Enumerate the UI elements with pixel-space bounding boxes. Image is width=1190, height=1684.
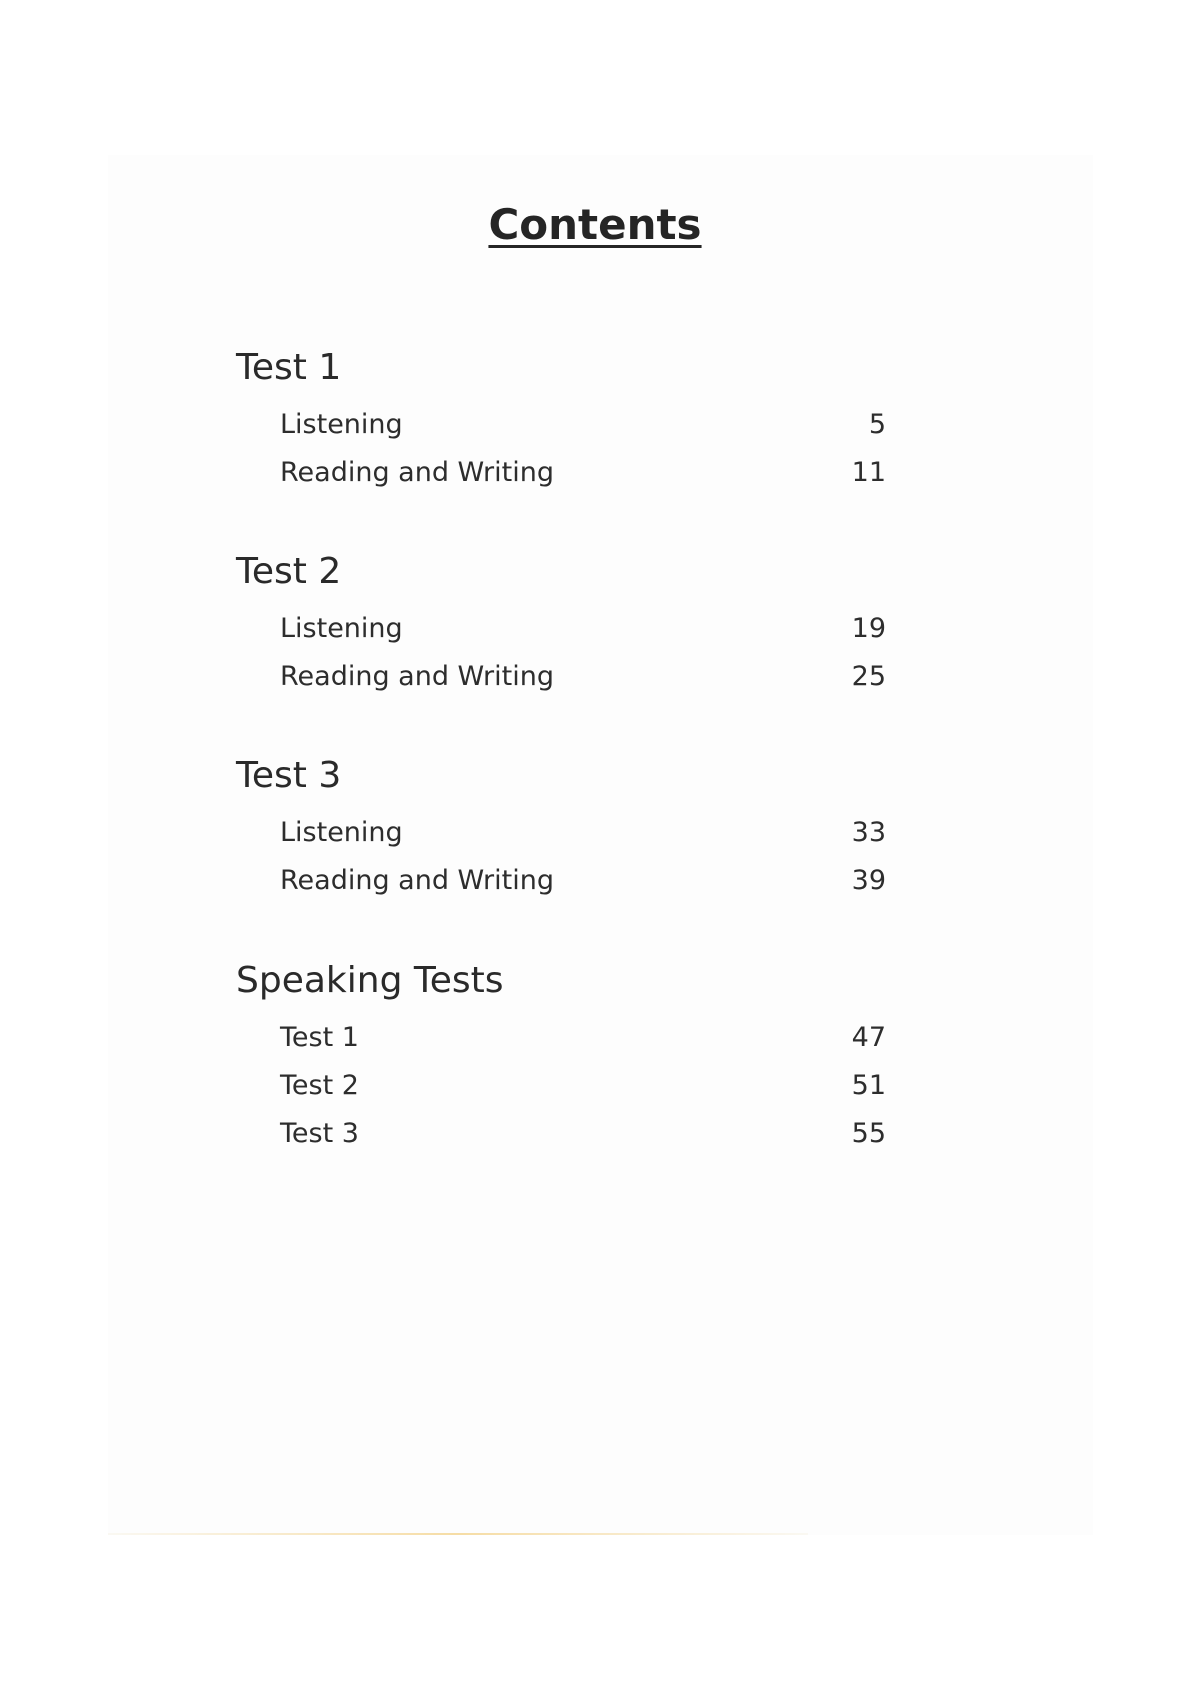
- scan-edge-line: [108, 1533, 808, 1535]
- entry-label: Listening: [280, 409, 403, 440]
- toc-entry-reading-and-writing: [236, 449, 886, 497]
- entry-page-number: 11: [851, 457, 886, 488]
- entry-label: Reading and Writing: [280, 457, 554, 488]
- toc-section-speaking-tests: [236, 958, 886, 1158]
- toc-section-test-3: [236, 753, 886, 905]
- toc-entry-listening: [236, 605, 886, 653]
- entry-page-number: 25: [851, 661, 886, 692]
- toc-entry-listening: [236, 401, 886, 449]
- entry-page-number: 47: [851, 1022, 886, 1053]
- entry-label: Reading and Writing: [280, 865, 554, 896]
- entry-page-number: 5: [868, 409, 886, 440]
- entry-label: Test 2: [280, 1070, 359, 1101]
- entry-page-number: 33: [851, 817, 886, 848]
- toc-entry-reading-and-writing: [236, 653, 886, 701]
- toc-entry-speaking-test-3: [236, 1110, 886, 1158]
- section-heading: Test 1: [236, 347, 342, 388]
- entry-label: Test 3: [280, 1118, 359, 1149]
- toc-entry-reading-and-writing: [236, 857, 886, 905]
- toc-section-test-1: [236, 345, 886, 497]
- page-title: [0, 197, 1190, 253]
- entry-label: Reading and Writing: [280, 661, 554, 692]
- entry-page-number: 39: [851, 865, 886, 896]
- entry-label: Listening: [280, 817, 403, 848]
- toc-section-test-2: [236, 549, 886, 701]
- section-heading: Test 3: [236, 755, 342, 796]
- entry-label: Test 1: [280, 1022, 359, 1053]
- section-heading: Speaking Tests: [236, 960, 504, 1001]
- entry-page-number: 55: [851, 1118, 886, 1149]
- entry-page-number: 51: [851, 1070, 886, 1101]
- entry-page-number: 19: [851, 613, 886, 644]
- toc-entry-speaking-test-1: [236, 1014, 886, 1062]
- page-title-text: Contents: [488, 200, 702, 249]
- section-heading: Test 2: [236, 551, 342, 592]
- toc-entry-speaking-test-2: [236, 1062, 886, 1110]
- toc-entry-listening: [236, 809, 886, 857]
- entry-label: Listening: [280, 613, 403, 644]
